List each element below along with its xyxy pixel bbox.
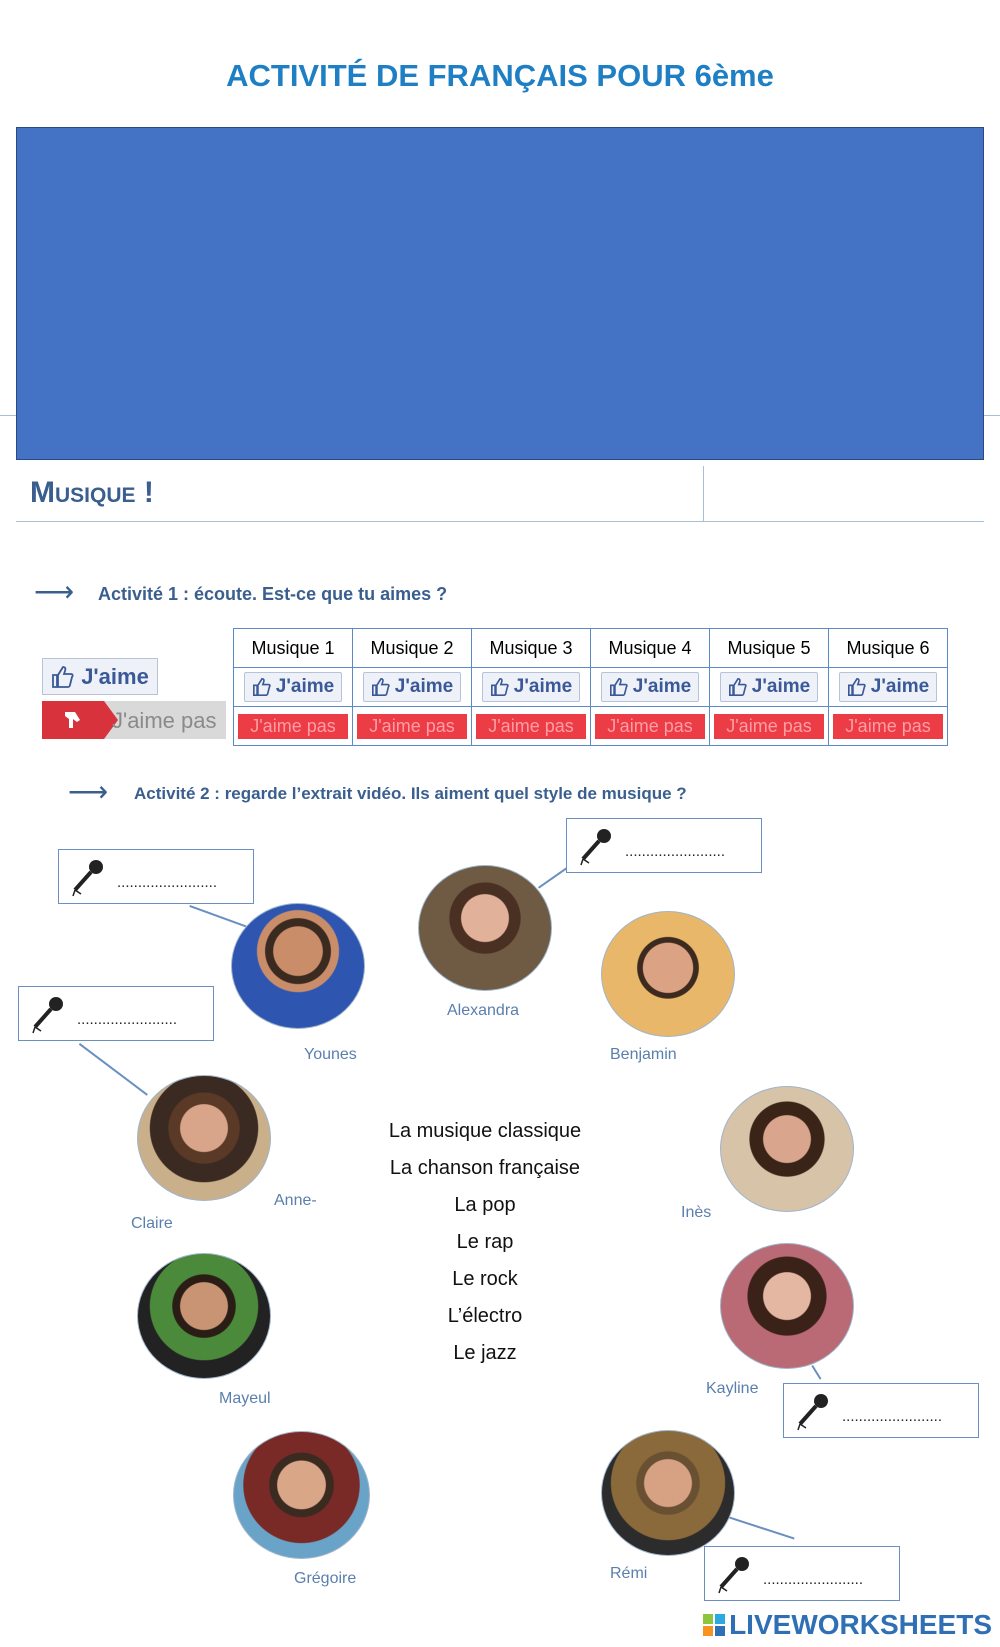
connector-line bbox=[812, 1365, 822, 1379]
table-header-row bbox=[234, 629, 948, 668]
student-photo-benjamin bbox=[601, 911, 735, 1037]
microphone-icon bbox=[69, 858, 105, 898]
like-table bbox=[233, 628, 948, 746]
dislike-button[interactable]: J'aime pas bbox=[714, 714, 824, 739]
answer-placeholder: ........................ bbox=[842, 1408, 943, 1425]
student-name: Kayline bbox=[706, 1380, 759, 1397]
margin-line-right bbox=[984, 415, 1000, 416]
microphone-icon bbox=[715, 1555, 751, 1595]
like-button[interactable]: J'aime bbox=[839, 672, 937, 702]
student-photo-claire bbox=[137, 1075, 271, 1201]
student-name: Inès bbox=[681, 1204, 712, 1221]
thumb-up-icon bbox=[371, 678, 391, 696]
like-row bbox=[234, 668, 948, 707]
logo-text: LIVEWORKSHEETS bbox=[729, 1609, 992, 1640]
student-name: Mayeul bbox=[219, 1390, 271, 1407]
microphone-icon bbox=[794, 1392, 830, 1432]
microphone-icon bbox=[29, 995, 65, 1035]
page-title: ACTIVITÉ DE FRANÇAIS POUR 6ème bbox=[226, 58, 774, 93]
liveworksheets-logo bbox=[703, 1609, 992, 1641]
column-header: Musique 3 bbox=[472, 629, 591, 668]
student-photo-gregoire bbox=[233, 1431, 370, 1559]
thumb-up-icon bbox=[609, 678, 629, 696]
music-styles-list bbox=[350, 1113, 620, 1372]
connector-line bbox=[189, 905, 246, 927]
dislike-button[interactable]: J'aime pas bbox=[595, 714, 705, 739]
like-button[interactable]: J'aime bbox=[601, 672, 699, 702]
student-name: Rémi bbox=[610, 1565, 648, 1582]
thumb-up-icon bbox=[490, 678, 510, 696]
student-name: Grégoire bbox=[294, 1570, 357, 1587]
dislike-button[interactable]: J'aime pas bbox=[833, 714, 943, 739]
like-button[interactable]: J'aime bbox=[482, 672, 580, 702]
music-style-item: Le rap bbox=[456, 1231, 514, 1253]
answer-box-claire[interactable] bbox=[18, 986, 214, 1041]
activity2-title: Activité 2 : regarde l’extrait vidéo. Ils aiment quel style de musique ? bbox=[134, 784, 687, 803]
column-header: Musique 1 bbox=[234, 629, 353, 668]
legend-like-button bbox=[42, 658, 158, 695]
answer-placeholder: ........................ bbox=[77, 1011, 178, 1028]
music-style-item: La chanson française bbox=[389, 1157, 581, 1179]
music-style-item: La pop bbox=[454, 1194, 516, 1216]
like-button[interactable]: J'aime bbox=[720, 672, 818, 702]
student-photo-ines bbox=[720, 1086, 854, 1212]
thumb-up-icon bbox=[51, 666, 75, 688]
music-style-item: Le rock bbox=[452, 1268, 518, 1290]
activity1-title: Activité 1 : écoute. Est-ce que tu aimes ? bbox=[98, 584, 448, 604]
dislike-button[interactable]: J'aime pas bbox=[476, 714, 586, 739]
answer-box-kayline[interactable] bbox=[783, 1383, 979, 1438]
student-name: Claire bbox=[131, 1215, 173, 1232]
legend-dislike-button bbox=[42, 701, 226, 739]
answer-box-younes[interactable] bbox=[58, 849, 254, 904]
thumb-down-icon bbox=[62, 710, 84, 730]
section-title: Musique ! bbox=[30, 476, 154, 509]
student-photo-mayeul bbox=[137, 1253, 271, 1379]
connector-line bbox=[728, 1516, 795, 1539]
like-button[interactable]: J'aime bbox=[244, 672, 342, 702]
student-photo-younes bbox=[231, 903, 365, 1029]
thumb-up-icon bbox=[252, 678, 272, 696]
answer-box-alexandra[interactable] bbox=[566, 818, 762, 873]
legend-like-label: J'aime bbox=[81, 663, 149, 689]
student-name: Anne- bbox=[274, 1192, 317, 1209]
logo-grid-icon bbox=[703, 1614, 725, 1636]
like-button[interactable]: J'aime bbox=[363, 672, 461, 702]
dislike-row bbox=[234, 707, 948, 746]
connector-line bbox=[79, 1043, 148, 1095]
student-name: Alexandra bbox=[447, 1002, 520, 1019]
answer-box-remi[interactable] bbox=[704, 1546, 900, 1601]
column-header: Musique 6 bbox=[829, 629, 948, 668]
student-name: Benjamin bbox=[610, 1046, 677, 1063]
connector-line bbox=[538, 866, 568, 888]
thumb-up-icon bbox=[728, 678, 748, 696]
dislike-button[interactable]: J'aime pas bbox=[238, 714, 348, 739]
answer-placeholder: ........................ bbox=[117, 874, 218, 891]
answer-placeholder: ........................ bbox=[625, 843, 726, 860]
column-header: Musique 5 bbox=[710, 629, 829, 668]
column-header: Musique 2 bbox=[353, 629, 472, 668]
section-divider bbox=[16, 521, 984, 522]
microphone-icon bbox=[577, 827, 613, 867]
legend-dislike-label: J'aime pas bbox=[112, 708, 217, 733]
music-style-item: Le jazz bbox=[453, 1342, 517, 1364]
dislike-button[interactable]: J'aime pas bbox=[357, 714, 467, 739]
student-photo-alexandra bbox=[418, 865, 552, 991]
section-divider-vertical bbox=[703, 466, 704, 522]
student-photo-kayline bbox=[720, 1243, 854, 1369]
music-style-item: L’électro bbox=[447, 1305, 523, 1327]
student-name: Younes bbox=[304, 1046, 357, 1063]
student-photo-remi bbox=[601, 1430, 735, 1556]
answer-placeholder: ........................ bbox=[763, 1571, 864, 1588]
arrow-icon: ⟶ bbox=[68, 776, 109, 807]
margin-line-left bbox=[0, 415, 16, 416]
thumb-up-icon bbox=[847, 678, 867, 696]
column-header: Musique 4 bbox=[591, 629, 710, 668]
video-player[interactable] bbox=[16, 127, 984, 460]
music-style-item: La musique classique bbox=[388, 1120, 582, 1142]
arrow-icon: ⟶ bbox=[34, 576, 75, 607]
